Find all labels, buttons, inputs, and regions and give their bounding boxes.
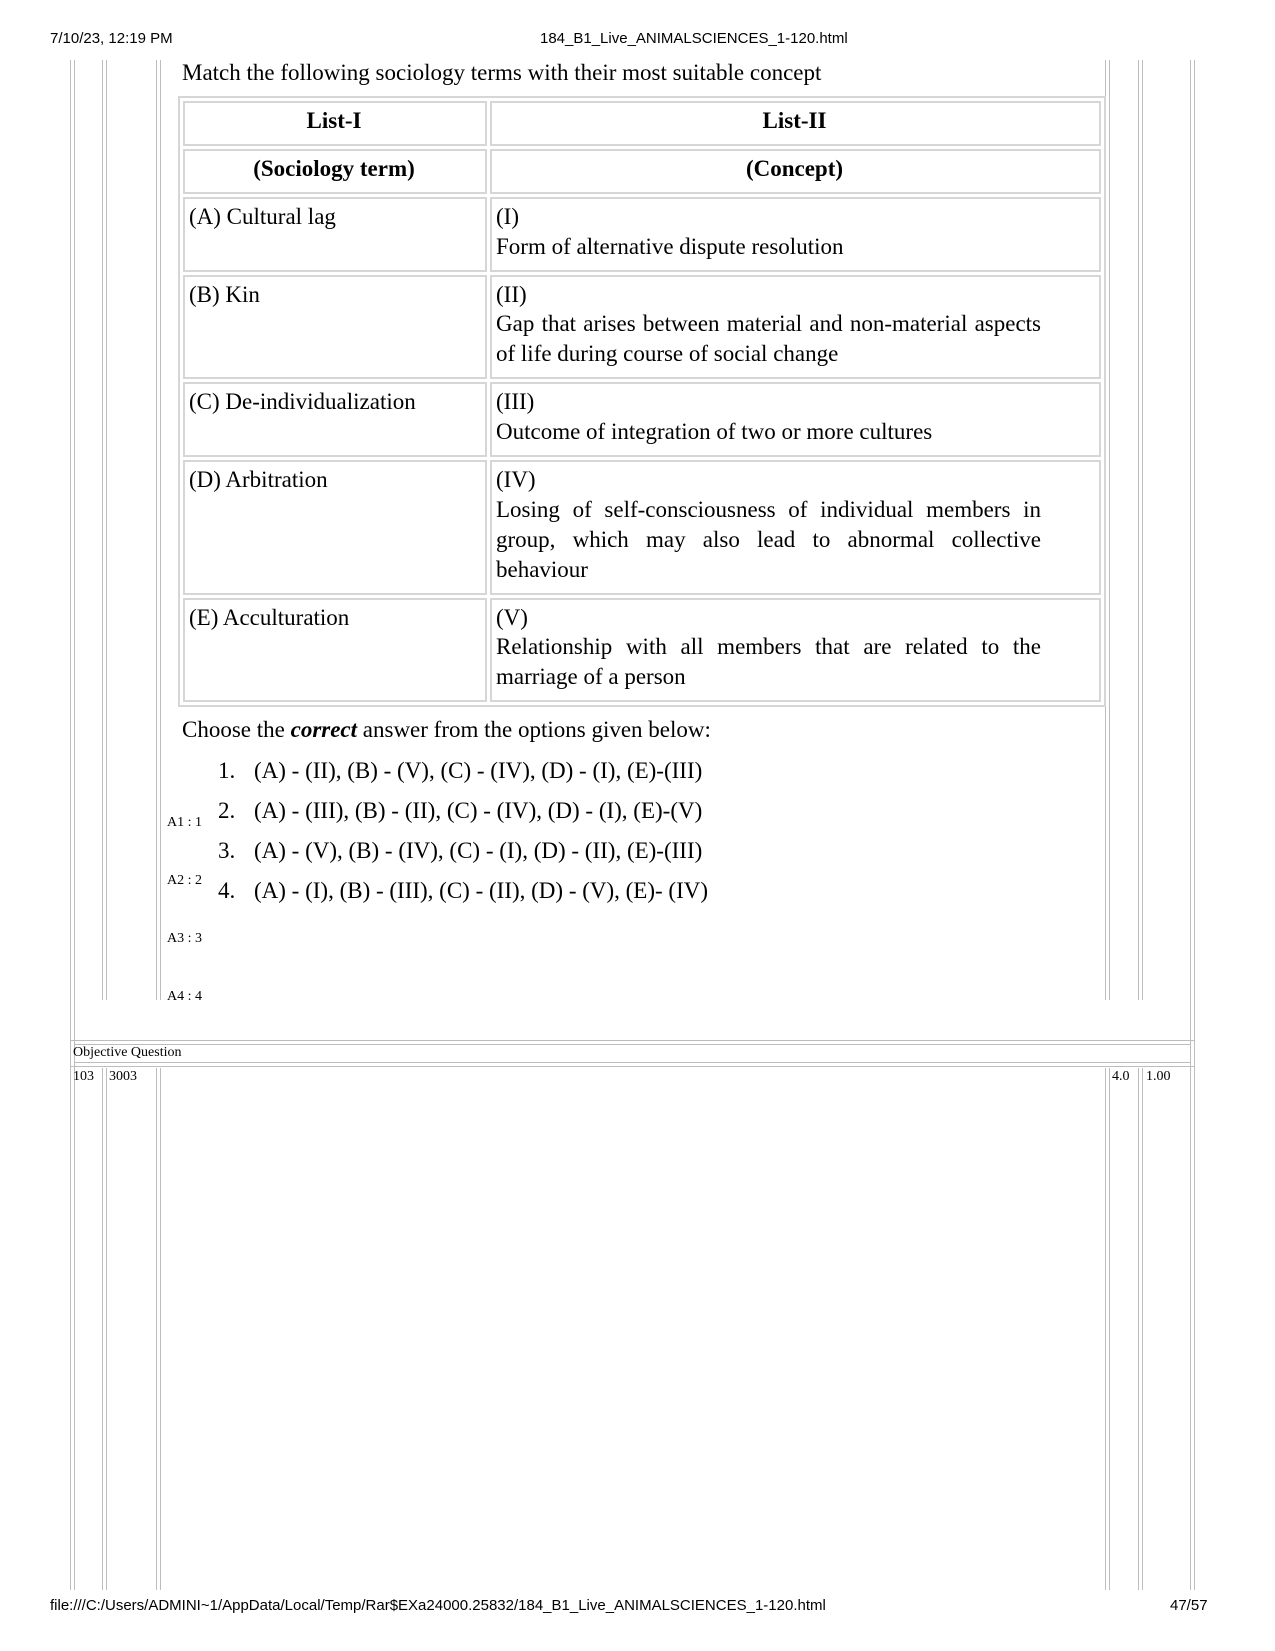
- term-cell: (E) Acculturation: [183, 598, 487, 703]
- option-text: (A) - (I), (B) - (III), (C) - (II), (D) - (V), (E)- (IV): [254, 878, 709, 904]
- term-cell: (C) De-individualization: [183, 382, 487, 457]
- frame-line: [1142, 1068, 1143, 1590]
- question-id: 3003: [109, 1069, 137, 1084]
- print-file-path: file:///C:/Users/ADMINI~1/AppData/Local/Temp/Rar$EXa24000.25832/184_B1_Live_ANIMALSCIENCES_1-120.html: [50, 1597, 826, 1614]
- frame-line: [156, 60, 157, 1000]
- list1-header: List-I: [183, 101, 487, 146]
- table-row: [183, 598, 1101, 703]
- frame-line: [106, 1068, 107, 1590]
- term-cell: (B) Kin: [183, 275, 487, 380]
- frame-line: [70, 1040, 1194, 1041]
- frame-line: [1138, 60, 1139, 1000]
- concept-text: Relationship with all members that are related to the marriage of a person: [496, 634, 1041, 690]
- choose-text-post: answer from the options given below:: [357, 717, 711, 743]
- match-table: [178, 96, 1106, 707]
- table-row: [183, 460, 1101, 595]
- frame-line: [102, 60, 103, 1000]
- option-number: 1.: [218, 758, 236, 784]
- frame-line: [74, 1044, 1190, 1045]
- frame-line: [1138, 1068, 1139, 1590]
- term-cell: (D) Arbitration: [183, 460, 487, 595]
- answer-code: A2 : 2: [167, 873, 202, 888]
- concept-text: Form of alternative dispute resolution: [496, 233, 844, 259]
- negative-marks: 1.00: [1146, 1069, 1171, 1084]
- option-item: [218, 751, 1105, 791]
- frame-line: [102, 1068, 103, 1590]
- concept-number: (IV): [496, 467, 536, 493]
- list1-subheader: (Sociology term): [183, 149, 487, 194]
- concept-cell: [490, 197, 1101, 272]
- question-title: Match the following sociology terms with their most suitable concept: [182, 60, 822, 85]
- table-row: [183, 197, 1101, 272]
- option-text: (A) - (III), (B) - (II), (C) - (IV), (D) - (I), (E)-(V): [254, 798, 703, 824]
- frame-line: [74, 1062, 1190, 1063]
- frame-line: [1109, 1068, 1110, 1590]
- frame-line: [1109, 60, 1110, 1000]
- frame-line: [156, 1068, 157, 1590]
- frame-line: [160, 60, 161, 1000]
- answer-code: A4 : 4: [167, 989, 202, 1004]
- answer-code: A1 : 1: [167, 815, 202, 830]
- option-number: 3.: [218, 838, 236, 864]
- option-text: (A) - (V), (B) - (IV), (C) - (I), (D) - (II), (E)-(III): [254, 838, 703, 864]
- choose-text-pre: Choose the: [182, 717, 291, 743]
- choose-text-emphasis: correct: [290, 717, 358, 743]
- print-datetime: 7/10/23, 12:19 PM: [50, 30, 173, 47]
- option-item: [218, 831, 1105, 871]
- print-doc-title: 184_B1_Live_ANIMALSCIENCES_1-120.html: [540, 30, 848, 47]
- concept-cell: [490, 382, 1101, 457]
- frame-line: [1105, 1068, 1106, 1590]
- frame-line: [74, 60, 75, 1590]
- frame-line: [106, 60, 107, 1000]
- concept-text: Losing of self-consciousness of individual members in group, which may also lead to abnormal collective behaviour: [496, 496, 1041, 582]
- option-item: [218, 791, 1105, 831]
- question-type: Objective Question: [73, 1045, 182, 1060]
- concept-number: (III): [496, 389, 535, 415]
- answer-code: A3 : 3: [167, 931, 202, 946]
- concept-number: (I): [496, 203, 519, 229]
- option-number: 4.: [218, 878, 236, 904]
- frame-line: [1190, 60, 1191, 1590]
- concept-number: (II): [496, 281, 527, 307]
- concept-cell: [490, 598, 1101, 703]
- page-number: 47/57: [1170, 1597, 1208, 1614]
- frame-line: [1194, 60, 1195, 1590]
- frame-line: [70, 60, 71, 1590]
- concept-number: (V): [496, 604, 528, 630]
- table-row: [183, 275, 1101, 380]
- table-row: [183, 382, 1101, 457]
- concept-text: Outcome of integration of two or more cultures: [496, 419, 933, 445]
- frame-line: [70, 1066, 1194, 1067]
- options-list: [218, 751, 1105, 911]
- concept-text: Gap that arises between material and non-material aspects of life during course of social change: [496, 311, 1041, 367]
- list2-header: List-II: [490, 101, 1101, 146]
- choose-instruction: [182, 717, 1105, 743]
- question-marks: 4.0: [1112, 1069, 1130, 1084]
- option-text: (A) - (II), (B) - (V), (C) - (IV), (D) - (I), (E)-(III): [254, 758, 703, 784]
- term-cell: (A) Cultural lag: [183, 197, 487, 272]
- question-serial: 103: [73, 1069, 94, 1084]
- option-item: [218, 871, 1105, 911]
- question-block: [180, 60, 1105, 911]
- concept-cell: [490, 460, 1101, 595]
- frame-line: [1142, 60, 1143, 1000]
- concept-cell: [490, 275, 1101, 380]
- list2-subheader: (Concept): [490, 149, 1101, 194]
- frame-line: [160, 1068, 161, 1590]
- option-number: 2.: [218, 798, 236, 824]
